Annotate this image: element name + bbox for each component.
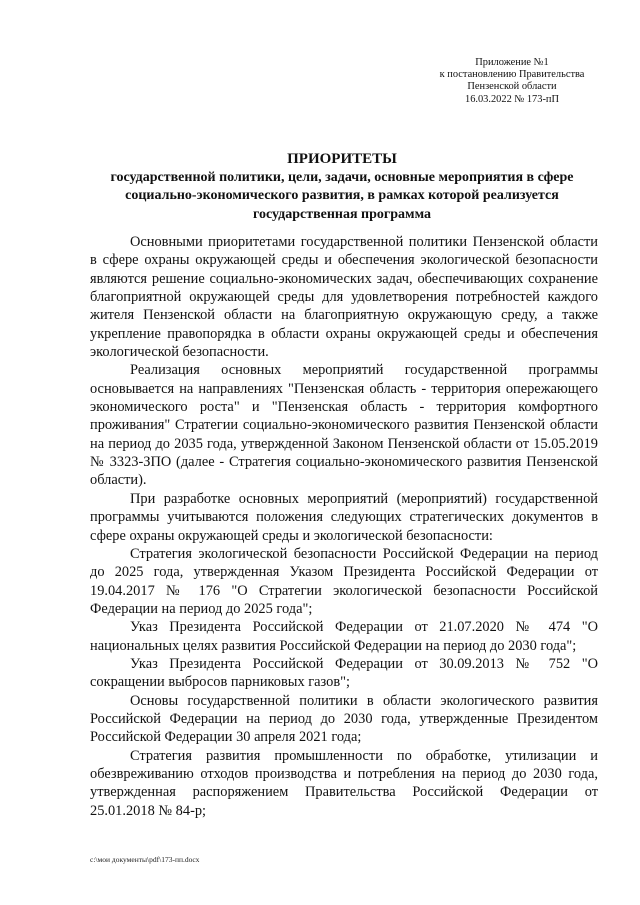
paragraph: При разработке основных мероприятий (мероприятий) государственной программы учитываются положения следующих стратегических документов в сфере охраны окружающей среды и экологической безопасности: bbox=[90, 490, 598, 544]
appendix-block bbox=[412, 57, 612, 106]
paragraph: Основными приоритетами государственной политики Пензенской области в сфере охраны окружающей среды и обеспечения экологической безопасности являются решение социально-экономических задач, обеспечивающих сохранение благоприятной окружающей среды для удовлетворения потребностей каждого жителя Пензенской области на благоприятную окружающую среду, а также укрепление правопорядка в области охраны окружающей среды и обеспечения экологической безопасности. bbox=[90, 234, 598, 361]
paragraph: Стратегия развития промышленности по обработке, утилизации и обезвреживанию отходов производства и потребления на период до 2030 года, утвержденная распоряжением Правительства Российской Федерации от 25.01.2018 № 84-р; bbox=[90, 747, 598, 819]
document-body bbox=[90, 233, 598, 820]
footer-file-path: c:\мои документы\pdf\173-пп.docx bbox=[90, 855, 200, 864]
paragraph: Стратегия экологической безопасности Российской Федерации на период до 2025 года, утвержденная Указом Президента Российской Федерации от 19.04.2017 № 176 "О Стратегии экологической безопасности Российской Федерации на период до 2025 года"; bbox=[90, 545, 598, 617]
title-subheading: государственной политики, цели, задачи, основные мероприятия в сфере социально-экономического развития, в рамках которой реализуется государственная программа bbox=[110, 170, 574, 222]
appendix-line: к постановлению Правительства bbox=[439, 69, 585, 81]
paragraph: Основы государственной политики в области экологического развития Российской Федерации на период до 2030 года, утвержденные Президентом Российской Федерации 30 апреля 2021 года; bbox=[90, 692, 598, 746]
paragraph: Указ Президента Российской Федерации от 21.07.2020 № 474 "О национальных целях развития Российской Федерации на период до 2030 года"; bbox=[90, 619, 598, 654]
document-title bbox=[90, 150, 594, 224]
appendix-date-number: 16.03.2022 № 173-пП bbox=[465, 93, 559, 105]
paragraph: Реализация основных мероприятий государственной программы основывается на направлениях "Пензенская область - территория опережающего экономического роста" и "Пензенская область - территория комфортного проживания" Стратегии социально-экономического развития Пензенской области на период до 2035 года, утвержденной Законом Пензенской области от 15.05.2019 № 3323-ЗПО (далее - Стратегия социально-экономического развития Пензенской области). bbox=[90, 362, 598, 489]
appendix-line: Приложение №1 bbox=[475, 57, 549, 68]
appendix-line: Пензенской области bbox=[467, 81, 557, 93]
paragraph: Указ Президента Российской Федерации от 30.09.2013 № 752 "О сокращении выбросов парниковых газов"; bbox=[90, 655, 598, 691]
title-heading: ПРИОРИТЕТЫ bbox=[287, 151, 397, 167]
